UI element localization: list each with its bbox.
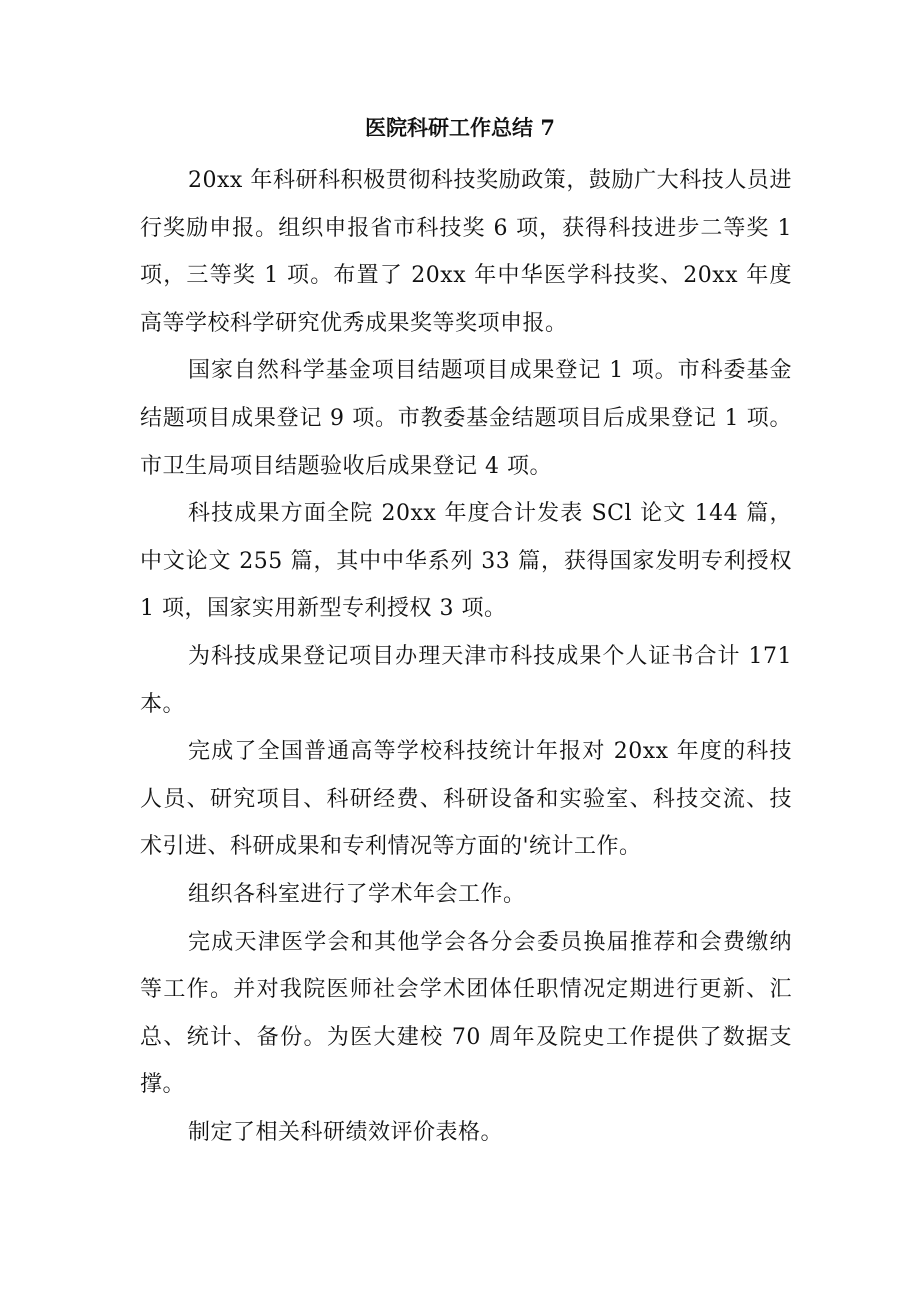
paragraph-annual-meeting: 组织各科室进行了学术年会工作。: [188, 881, 526, 907]
paragraph-certificates: 为科技成果登记项目办理天津市科技成果个人证书合计 171 本。: [140, 643, 792, 717]
document-body: [140, 157, 792, 1156]
document-title: 医院科研工作总结 7: [365, 115, 555, 140]
paragraph-evaluation-forms: 制定了相关科研绩效评价表格。: [188, 1119, 504, 1145]
paragraph-project-registration: 国家自然科学基金项目结题项目成果登记 1 项。市科委基金结题项目成果登记 9 项。市教委基金结题项目后成果登记 1 项。市卫生局项目结题验收后成果登记 4 项。: [140, 358, 792, 479]
paragraph-society-work: 完成天津医学会和其他学会各分会委员换届推荐和会费缴纳等工作。并对我院医师社会学术团体任职情况定期进行更新、汇总、统计、备份。为医大建校 70 周年及院史工作提供了数据支撑。: [140, 929, 792, 1098]
paragraph-award-applications: 20xx 年科研科积极贯彻科技奖励政策，鼓励广大科技人员进行奖励申报。组织申报省市科技奖 6 项，获得科技进步二等奖 1 项，三等奖 1 项。布置了 20xx 年中华医学科技奖、20xx 年度高等学校科学研究优秀成果奖等奖项申报。: [140, 168, 792, 336]
paragraph-statistics-report: 完成了全国普通高等学校科技统计年报对 20xx 年度的科技人员、研究项目、科研经费、科研设备和实验室、科技交流、技术引进、科研成果和专利情况等方面的'统计工作。: [140, 739, 792, 860]
paragraph-publications-patents: 科技成果方面全院 20xx 年度合计发表 SCl 论文 144 篇，中文论文 255 篇，其中中华系列 33 篇，获得国家发明专利授权 1 项，国家实用新型专利授权 3 项。: [140, 501, 792, 622]
